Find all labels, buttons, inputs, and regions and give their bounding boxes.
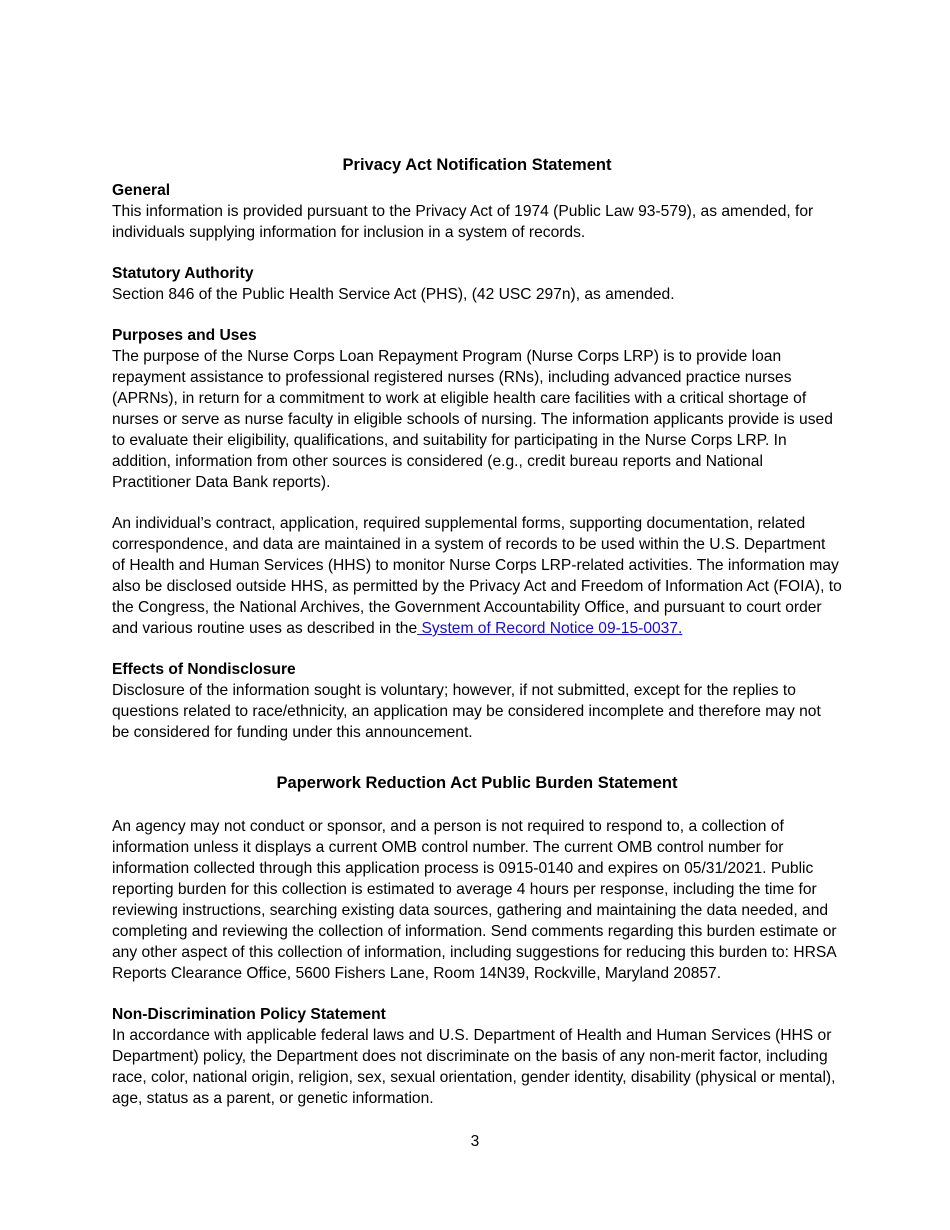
- purposes-section: [112, 325, 842, 493]
- document-content: [112, 155, 842, 1109]
- general-heading: General: [112, 182, 171, 199]
- nondisclosure-text: Disclosure of the information sought is voluntary; however, if not submitted, except for the replies to questions related to race/ethnicity, an application may be considered incomplete and therefore may not be considered for funding under this announcement.: [112, 682, 821, 741]
- paperwork-text: An agency may not conduct or sponsor, and a person is not required to respond to, a collection of information unless it displays a current OMB control number. The current OMB control number for information collected through this application process is 0915-0140 and expires on 05/31/2021. Public reporting burden for this collection is estimated to average 4 hours per response, including the time for reviewing instructions, searching existing data sources, gathering and maintaining the data needed, and completing and reviewing the collection of information. Send comments regarding this burden estimate or any other aspect of this collection of information, including suggestions for reducing this burden to: HRSA Reports Clearance Office, 5600 Fishers Lane, Room 14N39, Rockville, Maryland 20857.: [112, 818, 837, 982]
- nondisclosure-heading: Effects of Nondisclosure: [112, 661, 296, 678]
- non-discrimination-text: In accordance with applicable federal laws and U.S. Department of Health and Human Services (HHS or Department) policy, the Department does not discriminate on the basis of any non-merit factor, including race, color, national origin, religion, sex, sexual orientation, gender identity, disability (physical or mental), age, status as a parent, or genetic information.: [112, 1027, 836, 1107]
- non-discrimination-heading: Non-Discrimination Policy Statement: [112, 1006, 386, 1023]
- records-use-text: An individual’s contract, application, required supplemental forms, supporting documentation, related correspondence, and data are maintained in a system of records to be used within the U.S. Department of Health and Human Services (HHS) to monitor Nurse Corps LRP-related activities. The information may also be disclosed outside HHS, as permitted by the Privacy Act and Freedom of Information Act (FOIA), to the Congress, the National Archives, the Government Accountability Office, and pursuant to court order and various routine uses as described in the: [112, 515, 842, 637]
- statutory-authority-heading: Statutory Authority: [112, 265, 254, 282]
- statutory-authority-text: Section 846 of the Public Health Service Act (PHS), (42 USC 297n), as amended.: [112, 286, 675, 303]
- records-use-paragraph: [112, 513, 842, 639]
- paperwork-title: Paperwork Reduction Act Public Burden Statement: [276, 774, 678, 792]
- page-number: 3: [470, 1133, 480, 1150]
- purposes-heading: Purposes and Uses: [112, 327, 257, 344]
- nondisclosure-section: [112, 659, 842, 743]
- privacy-act-title: Privacy Act Notification Statement: [342, 156, 612, 174]
- general-section: [112, 180, 842, 243]
- system-of-record-notice-link[interactable]: System of Record Notice 09-15-0037.: [417, 620, 683, 637]
- general-text: This information is provided pursuant to the Privacy Act of 1974 (Public Law 93-579), as amended, for individuals supplying information for inclusion in a system of records.: [112, 203, 814, 241]
- statutory-authority-section: [112, 263, 842, 305]
- non-discrimination-section: [112, 1004, 842, 1109]
- purposes-text: The purpose of the Nurse Corps Loan Repayment Program (Nurse Corps LRP) is to provide loan repayment assistance to professional registered nurses (RNs), including advanced practice nurses (APRNs), in return for a commitment to work at eligible health care facilities with a critical shortage of nurses or serve as nurse faculty in eligible schools of nursing. The information applicants provide is used to evaluate their eligibility, qualifications, and suitability for participating in the Nurse Corps LRP. In addition, information from other sources is considered (e.g., credit bureau reports and National Practitioner Data Bank reports).: [112, 348, 833, 491]
